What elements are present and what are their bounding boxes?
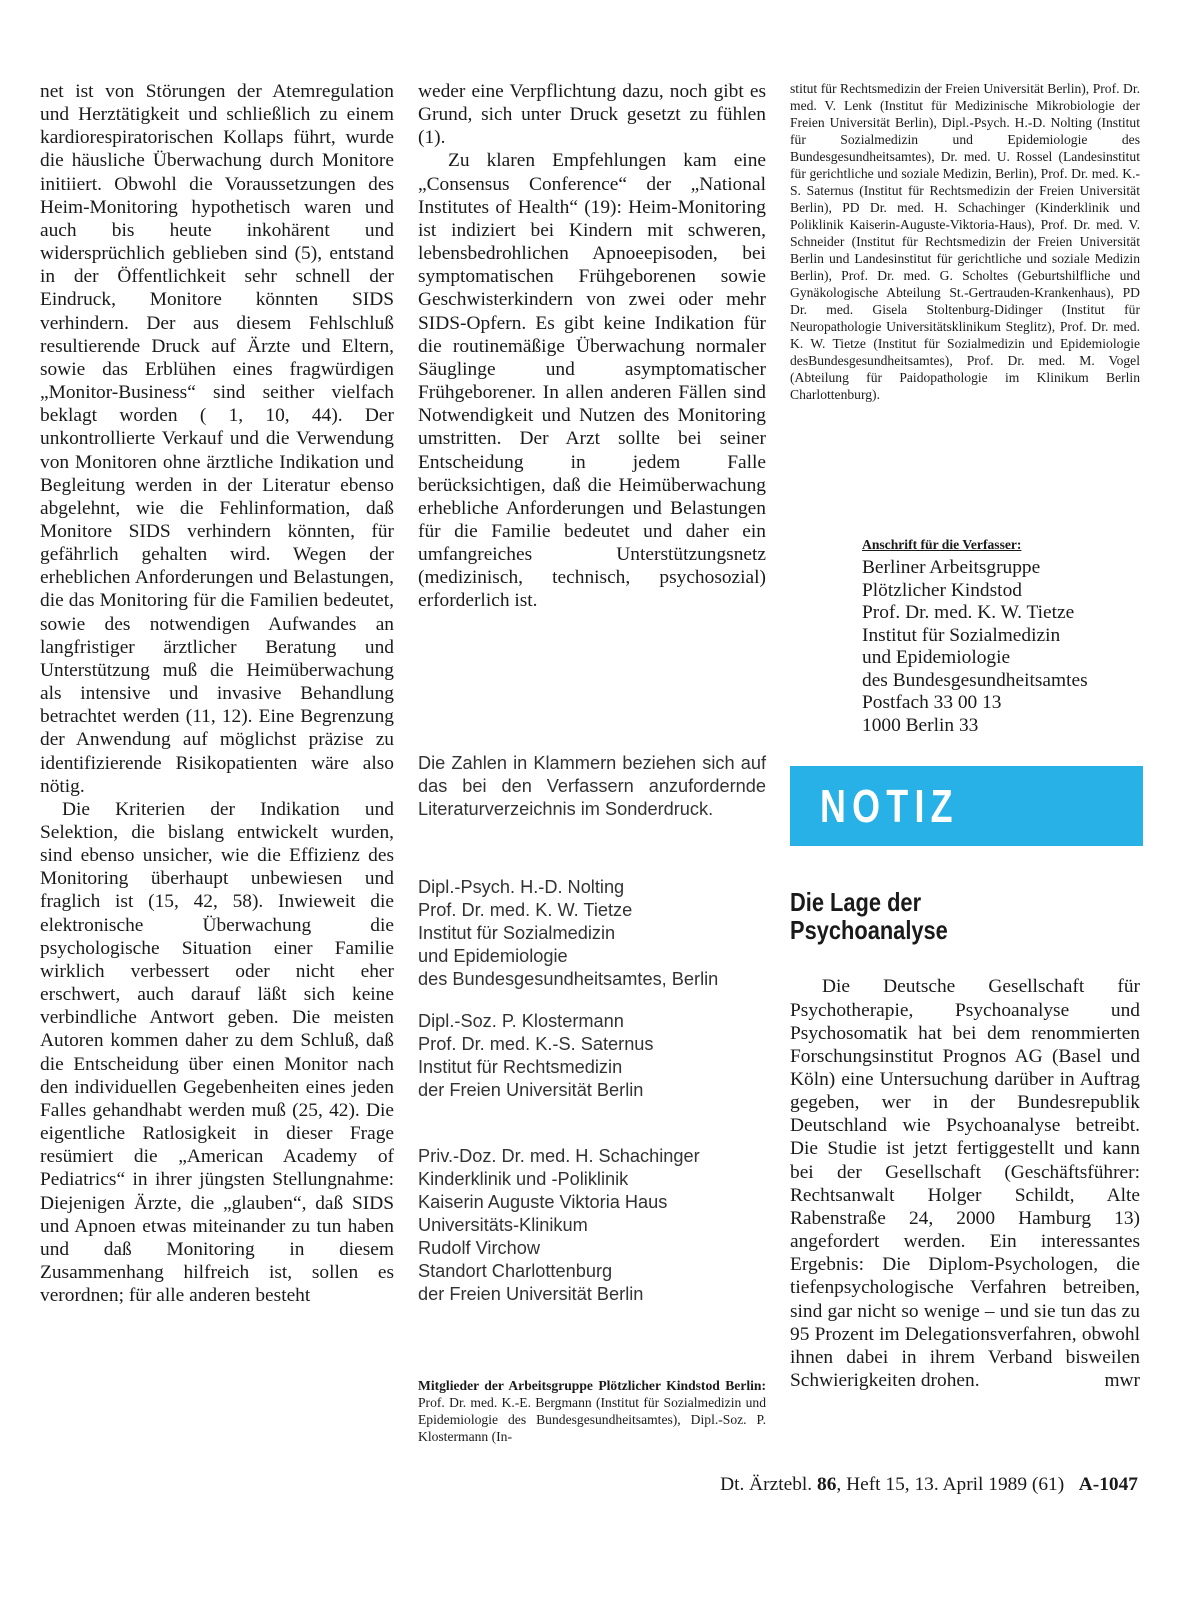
author-line: Dipl.-Soz. P. Klostermann [418, 1011, 624, 1031]
members-block [418, 1377, 766, 1445]
author-line: Prof. Dr. med. K. W. Tietze [418, 900, 633, 920]
author-block [418, 1010, 766, 1102]
author-line: der Freien Universität Berlin [418, 1080, 644, 1100]
author-line: und Epidemiologie [418, 946, 568, 966]
paragraph: Die Kriterien der Indikation und Selektion, die bislang entwickelt wurden, sind ebenso unsicher, wie die Effizienz des Monitoring überhaupt unbewiesen und fraglich ist (15, 42, 58). Inwieweit die elektronische Überwachung die psychologische Situation einer Familie wirklich verbessert oder nicht eher erschwert, auch darauf läßt sich keine verbindliche Antwort geben. Die meisten Autoren kommen daher zu dem Schluß, daß die Entscheidung über einen Monitor nach den individuellen Gegebenheiten eines jeden Falles gehandhabt werden muß (25, 42). Die eigentliche Ratlosigkeit in dieser Frage resümiert die „American Academy of Pediatrics“ in ihrer jüngsten Stellungnahme: Diejenigen Ärzte, die „glauben“, daß SIDS und Apnoen etwas miteinander zu tun haben und daß Monitoring in diesem Zusammenhang hilfreich ist, sollen es verordnen; für alle anderen besteht [40, 798, 394, 1307]
address-line: des Bundesgesundheitsamtes [862, 669, 1088, 691]
notiz-title [790, 888, 1084, 944]
column-3 [790, 80, 1140, 1392]
paragraph: net ist von Störungen der Atemregulation und Herztätigkeit und schließlich zu einem kardiorespiratorischen Kollaps führt, wurde die häusliche Überwachung durch Monitore initiiert. Obwohl die Voraussetzungen des Heim-Monitoring hypothetisch waren und auch bis heute inkohärent und widersprüchlich geblieben sind (5), entstand in der Öffentlichkeit sehr schnell der Eindruck, Monitore könnten SIDS verhindern. Der aus diesem Fehlschluß resultierende Druck auf Ärzte und Eltern, sowie das Erblühen eines fragwürdigen „Monitor-Business“ sind seither vielfach beklagt worden ( 1, 10, 44). Der unkontrollierte Verkauf und die Verwendung von Monitoren ohne ärztliche Indikation und Begleitung werden in der Literatur ebenso abgelehnt, wie die Fehlinformation, daß Monitore SIDS verhindern könnten, für gefährlich gehalten wird. Wegen der erheblichen Anforderungen und Belastungen, die das Monitoring für die Familien bedeutet, sowie des notwendigen Aufwandes an langfristiger ärztlicher Beratung und Unterstützung muß die Heimüberwachung als intensive und invasive Behandlung betrachtet werden (11, 12). Eine Begrenzung der Anwendung auf möglichst präzise zu identifizierende Risikopatienten wäre also nötig. [40, 81, 394, 797]
members-text: Prof. Dr. med. K.-E. Bergmann (Institut für Sozialmedizin und Epidemiologie des Bundesgesundheitsamtes), Dipl.-Soz. P. Klostermann (In- [418, 1395, 766, 1444]
author-block [418, 876, 766, 991]
address-line: Postfach 33 00 13 [862, 692, 1002, 713]
notiz-text: Die Deutsche Gesellschaft für Psychotherapie, Psychoanalyse und Psychosomatik hat bei dem renommierten Forschungsinstitut Prognos AG (Basel und Köln) eine Untersuchung darüber in Auftrag gegeben, wer in der Bundesrepublik Deutschland wie Psychoanalyse betreibt. Die Studie ist jetzt fertiggestellt und kann bei der Gesellschaft (Geschäftsführer: Rechtsanwalt Holger Schildt, Alte Rabenstraße 24, 2000 Hamburg 13) angefordert werden. Ein interessantes Ergebnis: Die Diplom-Psychologen, die tiefenpsychologische Verfahren betreiben, sind gar nicht so wenige – und sie tun das zu 95 Prozent im Delegationsverfahren, obwohl ihnen dabei in ihrem Verband bisweilen Schwierigkeiten drohen. [790, 976, 1140, 1392]
members-heading: Mitglieder der Arbeitsgruppe Plötzlicher Kindstod Berlin: [418, 1378, 766, 1393]
notiz-body [790, 975, 1140, 1392]
journal-name: Dt. Ärztebl. [720, 1474, 813, 1495]
address-heading: Anschrift für die Verfasser: [862, 537, 1022, 552]
paragraph: Zu klaren Empfehlungen kam eine „Consensus Conference“ der „National Institutes of Health“ (19): Heim-Monitoring ist indiziert bei Kindern mit schweren, lebensbedrohlichen Apnoeepisoden, bei symptomatischen Frühgeborenen sowie Geschwisterkindern von zwei oder mehr SIDS-Opfern. Es gibt keine Indikation für die routinemäßige Überwachung normaler Säuglinge und asymptomatischer Frühgeborener. In allen anderen Fällen sind Notwendigkeit und Nutzen des Monitoring umstritten. Der Arzt sollte bei seiner Entscheidung in jedem Falle berücksichtigen, daß die Heimüberwachung erhebliche Anforderungen und Belastungen für die Familie bedeutet und daher ein umfangreiches Unterstützungsnetz (medizinisch, technisch, psychosozial) erforderlich ist. [418, 150, 766, 612]
notiz-banner [790, 766, 1143, 846]
author-line: Institut für Sozialmedizin [418, 923, 616, 943]
author-line: Kinderklinik und -Poliklinik [418, 1169, 629, 1189]
author-line: Priv.-Doz. Dr. med. H. Schachinger [418, 1146, 700, 1166]
reference-note: Die Zahlen in Klammern beziehen sich auf das bei den Verfassern anzufordernde Literaturverzeichnis im Sonderdruck. [418, 753, 766, 820]
members-continued: stitut für Rechtsmedizin der Freien Universität Berlin), Prof. Dr. med. V. Lenk (Institut für Medizinische Mikrobiologie der Freien Universität Berlin), Dipl.-Psych. H.-D. Nolting (Institut für Sozialmedizin und Epidemiologie des Bundesgesundheitsamtes), Dr. med. U. Rossel (Landesinstitut für gerichtliche und soziale Medizin, Berlin), Prof. Dr. med. K.-S. Saternus (Institut für Rechtsmedizin der Freien Universität Berlin), PD Dr. med. H. Schachinger (Kinderklinik und Poliklinik Kaiserin-Auguste-Viktoria-Haus), Prof. Dr. med. V. Schneider (Institut für Rechtsmedizin der Freien Universität Berlin und Landesinstitut für gerichtliche und soziale Medizin Berlin), Prof. Dr. med. G. Scholtes (Geburtshilfliche und Gynäkologische Abteilung St.-Gertrauden-Krankenhaus), PD Dr. med. Gisela Stoltenburg-Didinger (Institut für Neuropathologie Universitätsklinikum Steglitz), Prof. Dr. med. K. W. Tietze (Institut für Sozialmedizin und Epidemiologie desBundesgesundheitsamtes), Prof. Dr. med. M. Vogel (Abteilung für Paidopathologie im Klinikum Berlin Charlottenburg). [790, 81, 1140, 402]
address-line: Prof. Dr. med. K. W. Tietze [862, 602, 1075, 623]
author-block [418, 1145, 766, 1306]
paragraph: weder eine Verpflichtung dazu, noch gibt es Grund, sich unter Druck gesetzt zu fühlen (1). [418, 81, 766, 149]
notiz-title-line: Die Lage der [790, 887, 922, 917]
column-2-body [418, 80, 766, 613]
column-1 [40, 80, 394, 1307]
issue-date: , Heft 15, 13. April 1989 (61) [836, 1474, 1065, 1495]
address-line: Berliner Arbeitsgruppe [862, 557, 1041, 578]
author-line: Standort Charlottenburg [418, 1261, 613, 1281]
author-line: Rudolf Virchow [418, 1238, 540, 1258]
author-line: Universitäts-Klinikum [418, 1215, 588, 1235]
address-line: und Epidemiologie [862, 647, 1011, 668]
column-2 [418, 80, 766, 1444]
page-number: A-1047 [1078, 1474, 1138, 1495]
author-line: Dipl.-Psych. H.-D. Nolting [418, 877, 625, 897]
page-footer [720, 1474, 1138, 1496]
address-line: Plötzlicher Kindstod [862, 579, 1022, 601]
notiz-signature: mwr [1104, 1370, 1140, 1392]
notiz-label: NOTIZ [820, 780, 959, 832]
author-line: Institut für Rechtsmedizin [418, 1057, 623, 1077]
author-line: Prof. Dr. med. K.-S. Saternus [418, 1034, 654, 1054]
journal-volume: 86 [817, 1474, 837, 1495]
author-line: des Bundesgesundheitsamtes, Berlin [418, 969, 719, 989]
address-line: 1000 Berlin 33 [862, 714, 979, 736]
notiz-title-line: Psychoanalyse [790, 915, 948, 945]
author-line: Kaiserin Auguste Viktoria Haus [418, 1192, 668, 1212]
address-line: Institut für Sozialmedizin [862, 624, 1061, 646]
author-line: der Freien Universität Berlin [418, 1284, 644, 1304]
address-block [862, 536, 1142, 737]
